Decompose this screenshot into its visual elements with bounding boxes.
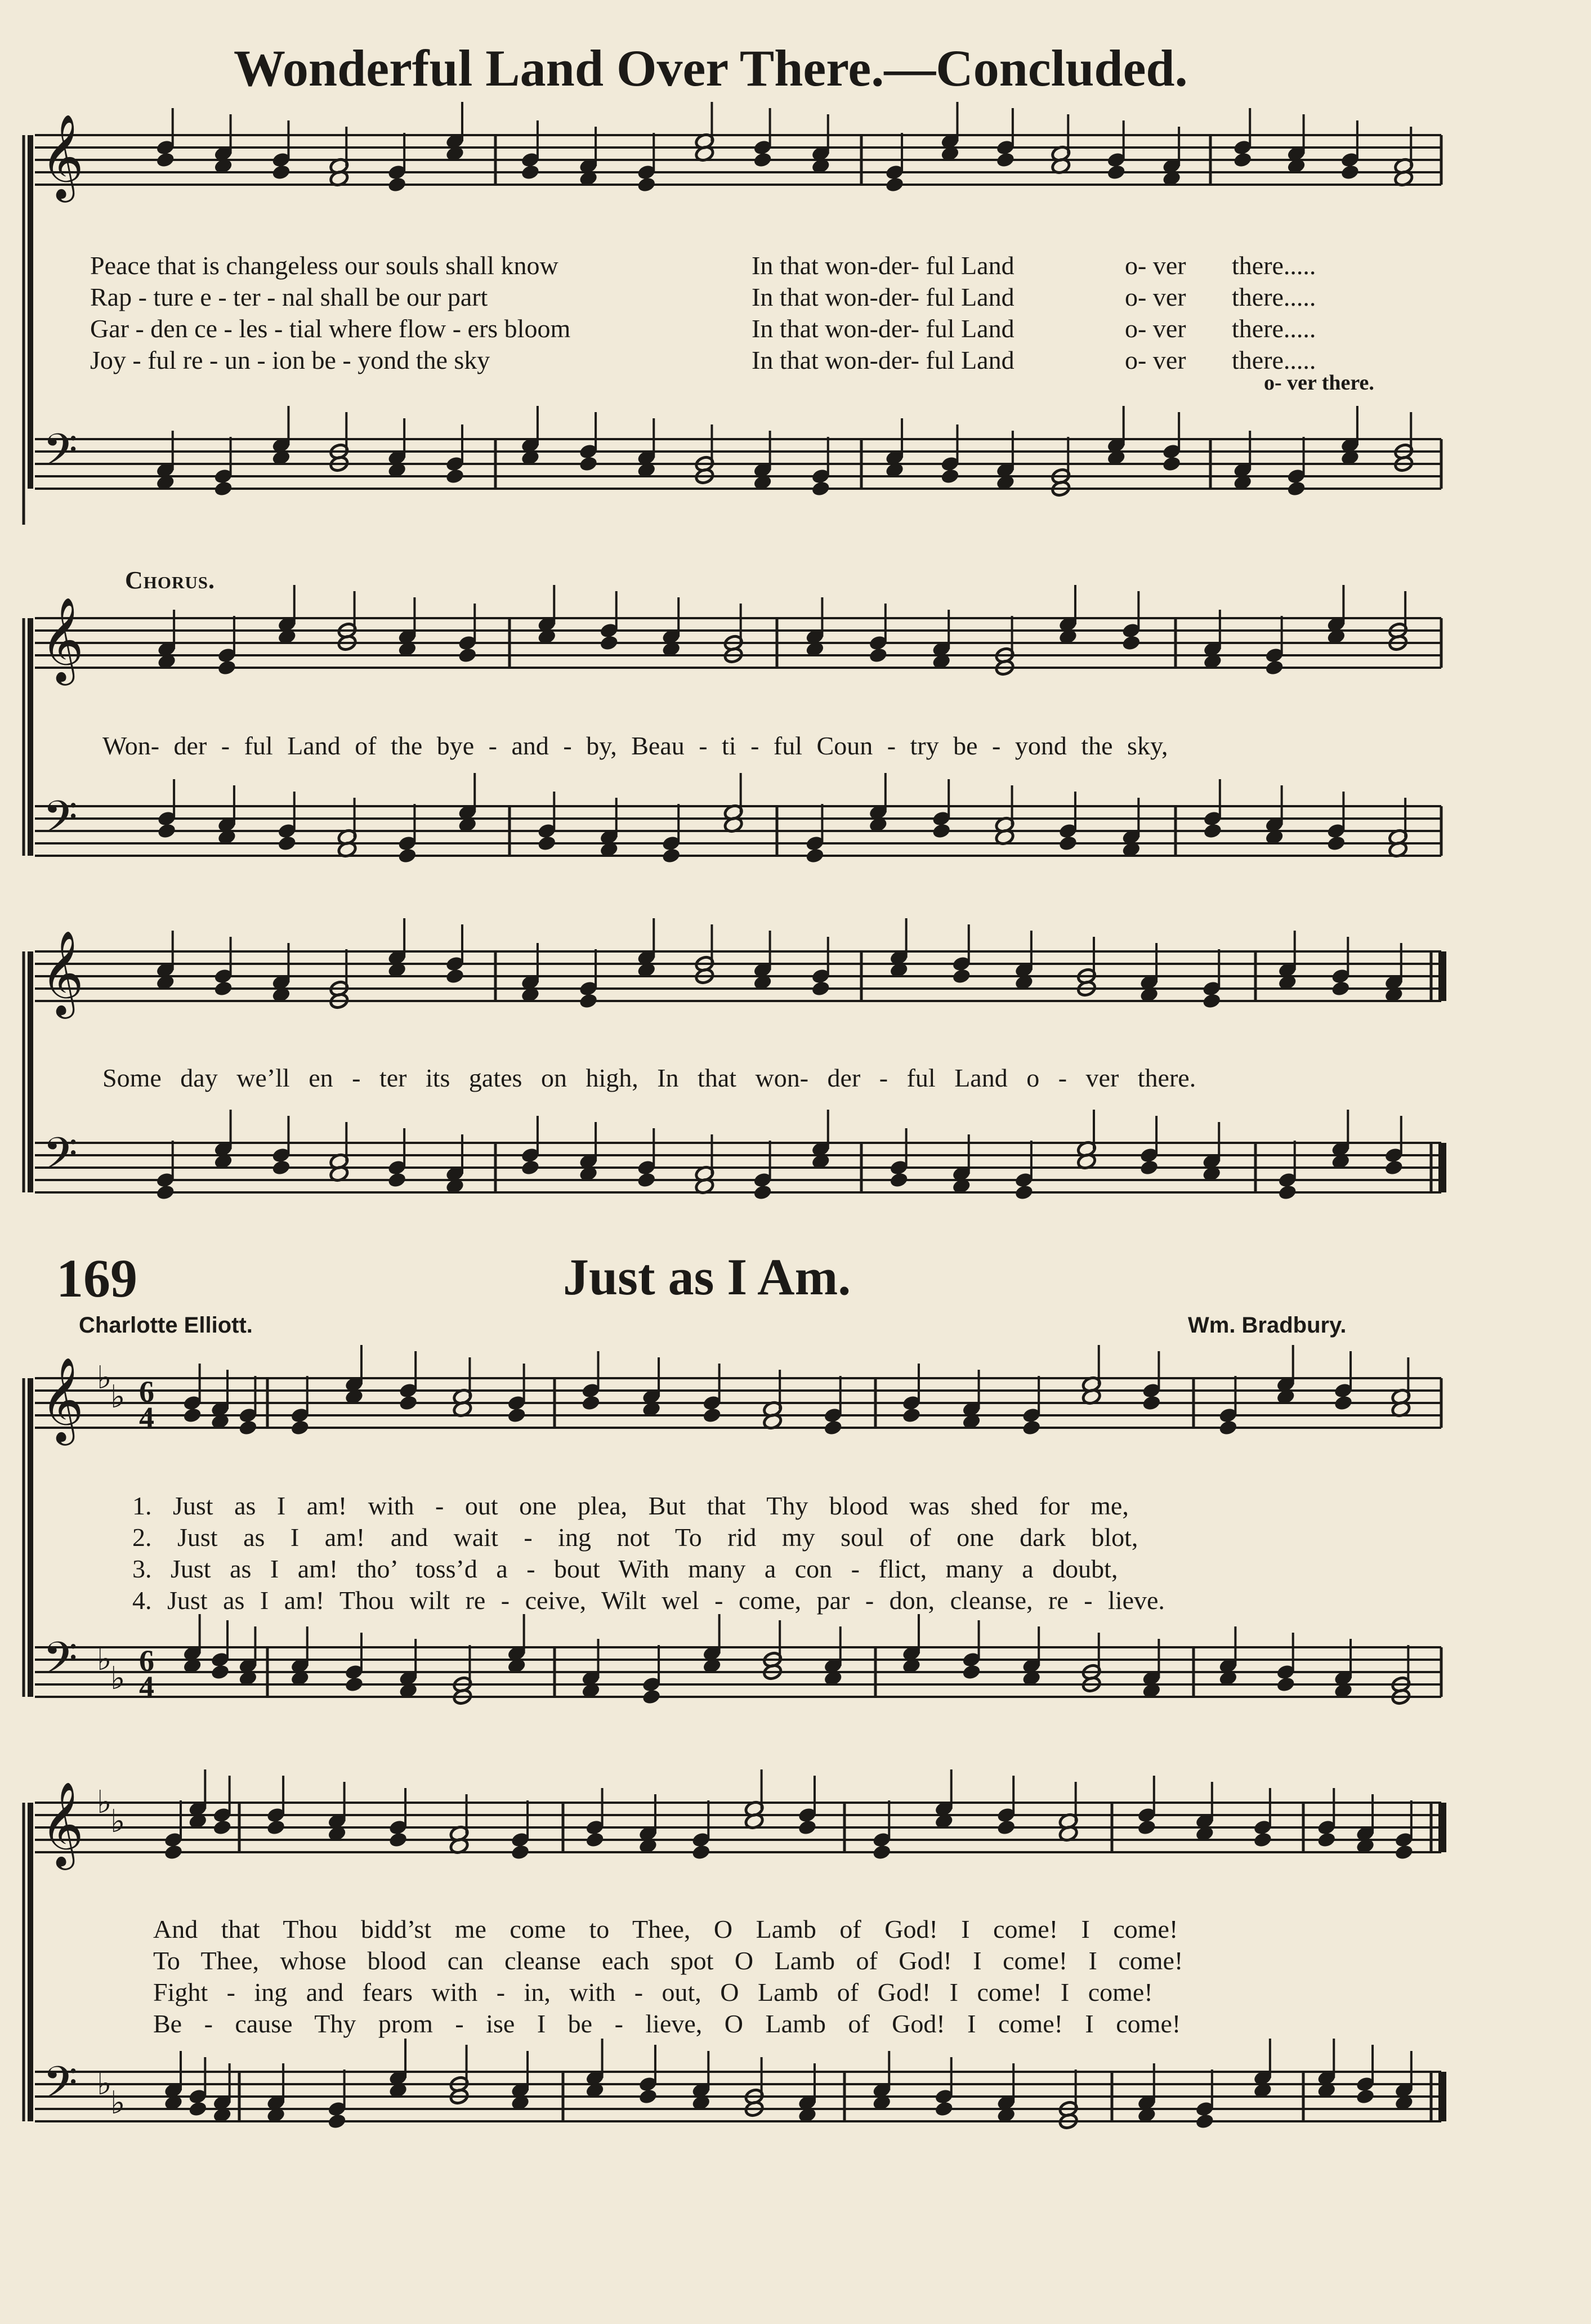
- treble-clef: 𝄞: [41, 929, 84, 1015]
- hymn-author: Charlotte Elliott.: [79, 1313, 253, 1338]
- notehead: [1121, 634, 1141, 652]
- notehead: [1139, 1159, 1159, 1177]
- flat-sign: ♭: [97, 1784, 112, 1821]
- time-signature-bottom: 4: [139, 1401, 154, 1434]
- notehead: [277, 835, 297, 852]
- notehead: [1264, 659, 1285, 677]
- notehead: [507, 1407, 527, 1424]
- notehead: [217, 659, 237, 677]
- notehead: [1137, 1819, 1157, 1836]
- lyric-text: Peace that is changeless our souls shall know: [90, 251, 558, 280]
- notehead: [1276, 1676, 1296, 1693]
- lyric-text: o- ver: [1125, 314, 1186, 343]
- notehead: [995, 151, 1016, 169]
- notehead: [1203, 823, 1223, 840]
- notehead: [753, 1184, 773, 1201]
- notehead: [266, 1819, 286, 1836]
- time-signature-bottom: 4: [139, 1670, 154, 1704]
- notehead: [520, 164, 540, 181]
- notehead: [872, 1844, 892, 1861]
- flat-sign: ♭: [110, 1803, 126, 1840]
- notehead: [520, 1159, 540, 1177]
- notehead: [1333, 1395, 1353, 1412]
- notehead: [397, 847, 418, 865]
- hymn169-line2-verse2: To Thee, whose blood can cleanse each spot O Lamb of God! I come! I come!: [153, 1946, 1183, 1975]
- lyric-text: o- ver: [1125, 251, 1186, 280]
- flat-sign: ♭: [110, 1660, 126, 1697]
- notehead: [182, 1407, 203, 1424]
- notehead: [996, 1819, 1016, 1836]
- notehead: [398, 1395, 418, 1412]
- notehead: [155, 1184, 176, 1201]
- hymn169-line2-verse1: And that Thou bidd’st me come to Thee, O Lamb of God! I come! I come!: [153, 1915, 1178, 1943]
- lyric-text: In that won-der- ful Land: [752, 283, 1015, 311]
- hymn169-line1-verse2: 2. Just as I am! and wait - ing not To rid my soul of one dark blot,: [132, 1523, 1138, 1552]
- chorus-line-1: Won- der - ful Land of the bye - and - by, Beau - ti - ful Coun - try be - yond the sky,: [102, 731, 1168, 760]
- notehead: [797, 1819, 817, 1836]
- lyric-text: Gar - den ce - les - tial where flow - ers bloom: [90, 314, 571, 343]
- hymn-number: 169: [56, 1248, 137, 1308]
- time-signature-top: 6: [139, 1375, 154, 1409]
- notehead: [1355, 2088, 1375, 2106]
- notehead: [636, 1172, 656, 1189]
- notehead: [387, 176, 407, 194]
- notehead: [290, 1419, 310, 1437]
- notehead: [1384, 1159, 1404, 1177]
- notehead: [581, 1395, 601, 1412]
- notehead: [1232, 151, 1253, 169]
- chorus-label: Chorus.: [125, 566, 216, 594]
- flat-sign: ♭: [110, 2085, 126, 2121]
- bass-clef: 𝄢: [43, 791, 78, 854]
- notehead: [823, 1419, 843, 1437]
- notehead: [1014, 1184, 1034, 1201]
- lyric-text: there.....: [1232, 346, 1316, 374]
- notehead: [1161, 455, 1182, 473]
- notehead: [387, 1172, 407, 1189]
- notehead: [940, 468, 960, 485]
- notehead: [445, 468, 465, 485]
- flat-sign: ♭: [97, 2066, 112, 2102]
- notehead: [585, 1831, 605, 1849]
- bass-clef: 𝄢: [43, 2057, 78, 2120]
- notehead: [327, 2113, 347, 2130]
- notehead: [638, 2088, 658, 2106]
- flat-sign: ♭: [110, 1379, 126, 1415]
- lyric-text: In that won-der- ful Land: [752, 346, 1015, 374]
- notehead: [599, 634, 619, 652]
- notehead: [510, 1844, 530, 1861]
- notehead: [271, 1159, 292, 1177]
- notehead: [388, 1831, 408, 1849]
- notehead: [889, 1172, 909, 1189]
- notehead: [868, 647, 888, 664]
- notehead: [636, 176, 656, 194]
- notehead: [213, 980, 234, 998]
- lyric-text: o- ver: [1125, 283, 1186, 311]
- hymn169-line1-verse4: 4. Just as I am! Thou wilt re - ceive, Wilt wel - come, par - don, cleanse, re - lieve.: [132, 1586, 1165, 1615]
- lyric-text: there.....: [1232, 283, 1316, 311]
- bass-clef: 𝄢: [43, 1632, 78, 1695]
- notehead: [951, 968, 972, 985]
- notehead: [1253, 1831, 1273, 1849]
- notehead: [578, 993, 598, 1010]
- notehead: [962, 1664, 982, 1681]
- notehead: [1201, 993, 1222, 1010]
- notehead: [213, 480, 234, 498]
- notehead: [1340, 164, 1360, 181]
- notehead: [1021, 1419, 1042, 1437]
- notehead: [1058, 835, 1078, 852]
- notehead: [901, 1407, 922, 1424]
- notehead: [811, 980, 831, 998]
- notehead: [702, 1407, 722, 1424]
- hymn-169-title: Just as I Am.: [563, 1248, 851, 1306]
- notehead: [691, 1844, 711, 1861]
- notehead: [1277, 1184, 1298, 1201]
- bass-clef: 𝄢: [43, 1128, 78, 1191]
- lyric-text: In that won-der- ful Land: [752, 314, 1015, 343]
- notehead: [1195, 2113, 1215, 2130]
- notehead: [661, 847, 681, 865]
- notehead: [1326, 835, 1347, 852]
- notehead: [884, 176, 905, 194]
- time-signature-top: 6: [139, 1644, 154, 1678]
- hymn169-line1-verse1: 1. Just as I am! with - out one plea, But that Thy blood was shed for me,: [132, 1491, 1129, 1520]
- lyric-text: Rap - ture e - ter - nal shall be our part: [90, 283, 488, 311]
- notehead: [187, 2100, 208, 2118]
- notehead: [1142, 1395, 1162, 1412]
- hymn-composer: Wm. Bradbury.: [1188, 1313, 1347, 1338]
- notehead: [537, 835, 557, 852]
- notehead: [811, 480, 831, 498]
- notehead: [344, 1676, 364, 1693]
- hymn169-line2-verse3: Fight - ing and fears with - in, with - out, O Lamb of God! I come! I come!: [153, 1978, 1153, 2006]
- lyric-text: In that won-der- ful Land: [752, 251, 1015, 280]
- notehead: [1394, 1844, 1414, 1861]
- notehead: [931, 823, 951, 840]
- notehead: [1330, 980, 1351, 998]
- notehead: [641, 1688, 662, 1706]
- lyric-text: there.....: [1232, 251, 1316, 280]
- notehead: [1106, 164, 1127, 181]
- notehead: [1316, 1831, 1337, 1849]
- notehead: [578, 455, 598, 473]
- notehead: [1218, 1419, 1239, 1437]
- notehead: [212, 1819, 233, 1836]
- notehead: [1286, 480, 1307, 498]
- notehead: [157, 823, 177, 840]
- notehead: [271, 164, 292, 181]
- chorus-line-2: Some day we’ll en - ter its gates on high, In that won- der - ful Land o - ver there.: [102, 1063, 1196, 1092]
- notehead: [163, 1844, 184, 1861]
- lyric-text: Joy - ful re - un - ion be - yond the sky: [90, 346, 490, 374]
- hymn169-line1-verse3: 3. Just as I am! tho’ toss’d a - bout With many a con - flict, many a doubt,: [132, 1554, 1118, 1583]
- top-hymn-title: Wonderful Land Over There.—Concluded.: [234, 39, 1188, 97]
- bass-echo-text: o- ver there.: [1264, 371, 1374, 395]
- notehead: [155, 151, 176, 169]
- lyric-text: o- ver: [1125, 346, 1186, 374]
- notehead: [457, 647, 477, 664]
- treble-clef: 𝄞: [41, 1781, 84, 1866]
- bass-clef: 𝄢: [43, 424, 78, 487]
- treble-clef: 𝄞: [41, 1356, 84, 1442]
- treble-clef: 𝄞: [41, 596, 84, 682]
- flat-sign: ♭: [97, 1641, 112, 1678]
- lyric-text: there.....: [1232, 314, 1316, 343]
- hymn169-line2-verse4: Be - cause Thy prom - ise I be - lieve, O Lamb of God! I come! I come!: [153, 2009, 1181, 2038]
- notehead: [753, 151, 773, 169]
- flat-sign: ♭: [97, 1360, 112, 1396]
- notehead: [210, 1664, 230, 1681]
- notehead: [445, 968, 465, 985]
- notehead: [934, 2100, 954, 2118]
- notehead: [238, 1419, 258, 1437]
- treble-clef: 𝄞: [41, 113, 84, 199]
- notehead: [805, 847, 825, 865]
